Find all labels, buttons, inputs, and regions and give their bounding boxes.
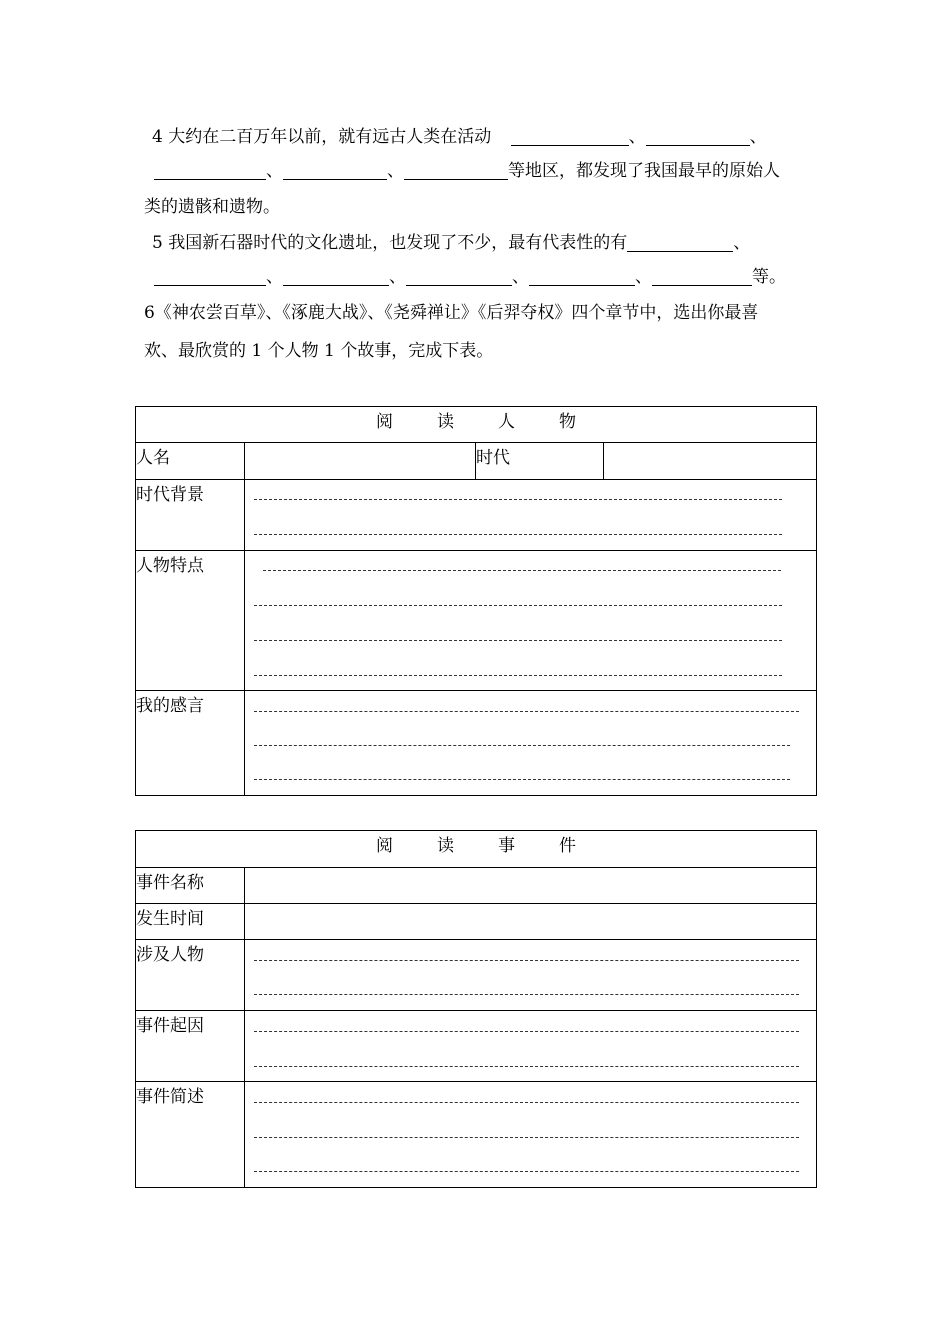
writing-line — [254, 499, 782, 500]
writing-line — [254, 1102, 799, 1103]
person-table-title: 阅 读 人 物 — [136, 407, 817, 443]
writing-line — [254, 745, 790, 746]
answer-blank[interactable] — [154, 159, 266, 180]
answer-blank[interactable] — [154, 265, 266, 286]
writing-line — [254, 640, 782, 641]
question-4-line-3: 类的遗骸和遗物。 — [144, 197, 280, 217]
feelings-field[interactable] — [245, 691, 817, 796]
reading-person-table — [135, 406, 817, 796]
question-4-line-1: 4 大约在二百万年以前，就有远古人类在活动 、 、 — [152, 127, 767, 147]
summary-field[interactable] — [245, 1082, 817, 1188]
cause-label: 事件起因 — [136, 1011, 245, 1082]
writing-line — [263, 570, 781, 571]
question-5-line-2: 、 、 、 、 等。 — [144, 260, 814, 294]
time-label: 发生时间 — [136, 904, 245, 940]
question-4-line-2: 、 、 等地区，都发现了我国最早的原始人 — [144, 154, 814, 188]
answer-blank[interactable] — [283, 159, 387, 180]
answer-blank[interactable] — [529, 265, 635, 286]
traits-label: 人物特点 — [136, 551, 245, 691]
writing-line — [254, 1031, 799, 1032]
writing-line — [254, 1066, 799, 1067]
question-5-line-1: 5 我国新石器时代的文化遗址，也发现了不少，最有代表性的有 、 — [152, 233, 751, 253]
writing-line — [254, 605, 782, 606]
answer-blank[interactable] — [406, 265, 512, 286]
writing-line — [254, 1171, 799, 1172]
answer-blank[interactable] — [404, 159, 508, 180]
era-label: 时代 — [476, 443, 604, 480]
answer-blank[interactable] — [646, 125, 750, 146]
background-label: 时代背景 — [136, 480, 245, 551]
name-field[interactable] — [245, 443, 476, 480]
writing-line — [254, 960, 799, 961]
question-6-line-1: 6《神农尝百草》、《涿鹿大战》、《尧舜禅让》《后羿夺权》四个章节中，选出你最喜 — [144, 303, 759, 323]
writing-line — [254, 779, 790, 780]
cause-field[interactable] — [245, 1011, 817, 1082]
people-field[interactable] — [245, 940, 817, 1011]
name-label: 人名 — [136, 443, 245, 480]
feelings-label: 我的感言 — [136, 691, 245, 796]
writing-line — [254, 675, 782, 676]
writing-line — [254, 994, 799, 995]
traits-field[interactable] — [245, 551, 817, 691]
era-field[interactable] — [604, 443, 817, 480]
background-field[interactable] — [245, 480, 817, 551]
reading-event-table — [135, 830, 817, 1188]
writing-line — [254, 534, 782, 535]
answer-blank[interactable] — [627, 231, 733, 252]
event-name-label: 事件名称 — [136, 868, 245, 904]
summary-label: 事件简述 — [136, 1082, 245, 1188]
answer-blank[interactable] — [511, 125, 629, 146]
answer-blank[interactable] — [283, 265, 389, 286]
question-6-line-2: 欢、最欣赏的 1 个人物 1 个故事，完成下表。 — [144, 341, 494, 361]
answer-blank[interactable] — [652, 265, 752, 286]
writing-line — [254, 711, 799, 712]
time-field[interactable] — [245, 904, 817, 940]
event-name-field[interactable] — [245, 868, 817, 904]
writing-line — [254, 1137, 799, 1138]
people-label: 涉及人物 — [136, 940, 245, 1011]
event-table-title: 阅 读 事 件 — [136, 831, 817, 868]
